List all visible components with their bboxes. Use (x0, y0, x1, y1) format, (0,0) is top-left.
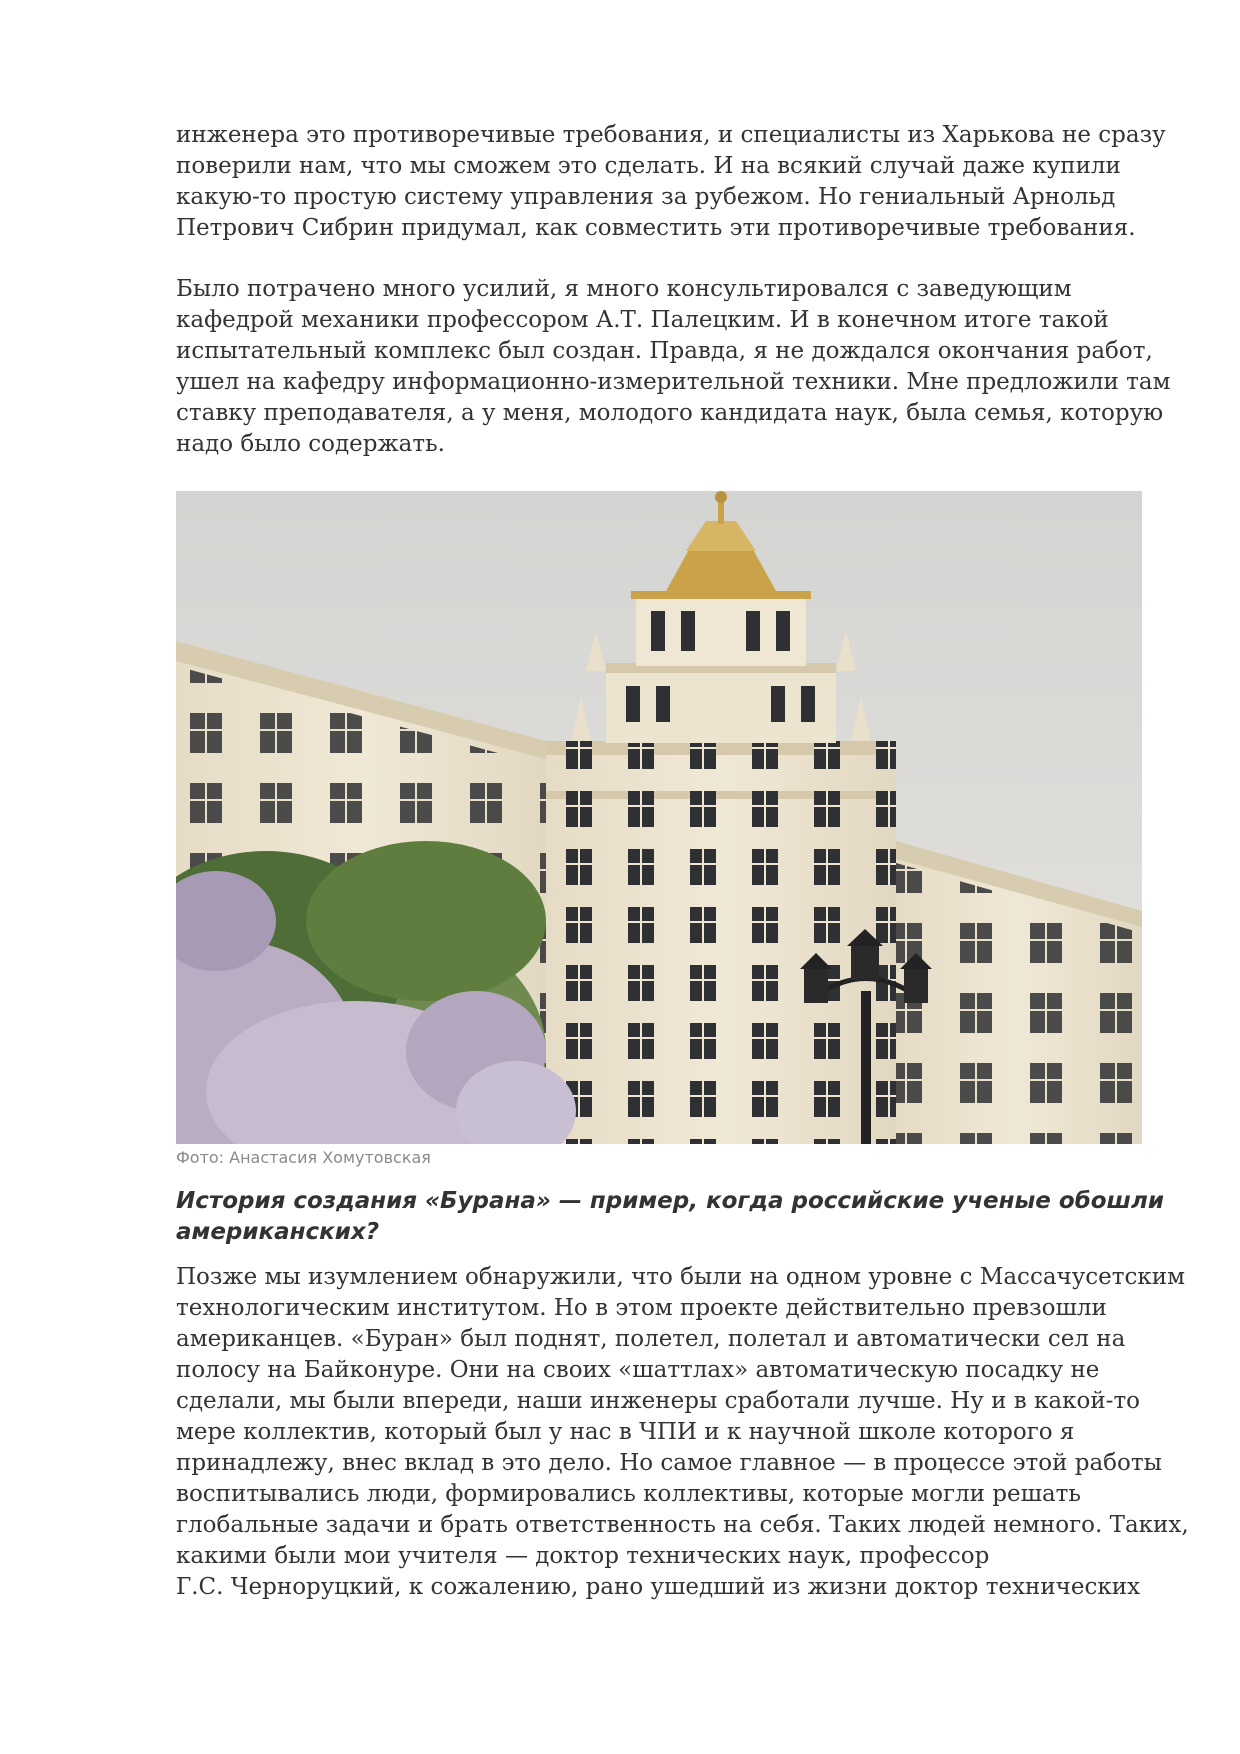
text-line: сделали, мы были впереди, наши инженеры сработали лучше. Ну и в какой-то (176, 1388, 1141, 1414)
text-line: Позже мы изумлением обнаружили, что были на одном уровне с Массачусетским (176, 1264, 1185, 1290)
paragraph-3 (176, 1262, 1189, 1603)
text-line: инженера это противоречивые требования, и специалисты из Харькова не сразу (176, 122, 1166, 148)
paragraph-1 (176, 120, 1166, 244)
text-line: воспитывались люди, формировались коллективы, которые могли решать (176, 1481, 1081, 1507)
text-line: поверили нам, что мы сможем это сделать. И на всякий случай даже купили (176, 153, 1121, 179)
text-line: ушел на кафедру информационно-измерительной техники. Мне предложили там (176, 369, 1171, 395)
text-line: испытательный комплекс был создан. Правда, я не дождался окончания работ, (176, 338, 1153, 364)
subheading-line: американских? (176, 1219, 380, 1245)
text-line: кафедрой механики профессором А.Т. Палецким. И в конечном итоге такой (176, 307, 1109, 333)
question-subheading (176, 1186, 1164, 1248)
subheading-line: История создания «Бурана» — пример, когда российские ученые обошли (176, 1188, 1164, 1214)
text-line: Было потрачено много усилий, я много консультировался с заведующим (176, 276, 1072, 302)
text-line: американцев. «Буран» был поднят, полетел, полетал и автоматически сел на (176, 1326, 1126, 1352)
paragraph-2 (176, 274, 1171, 460)
text-line: технологическим институтом. Но в этом проекте действительно превзошли (176, 1295, 1107, 1321)
text-line: надо было содержать. (176, 431, 445, 457)
text-line: глобальные задачи и брать ответственность на себя. Таких людей немного. Таких, (176, 1512, 1189, 1538)
text-line: какую-то простую систему управления за рубежом. Но гениальный Арнольд (176, 184, 1116, 210)
text-line: мере коллектив, который был у нас в ЧПИ и к научной школе которого я (176, 1419, 1075, 1445)
text-line: какими были мои учителя — доктор технических наук, профессор (176, 1543, 990, 1569)
text-line: принадлежу, внес вклад в это дело. Но самое главное — в процессе этой работы (176, 1450, 1162, 1476)
building-photo (176, 491, 1142, 1144)
text-line: полосу на Байконуре. Они на своих «шаттлах» автоматическую посадку не (176, 1357, 1100, 1383)
photo-caption: Фото: Анастасия Хомутовская (176, 1148, 431, 1167)
text-line: Петрович Сибрин придумал, как совместить эти противоречивые требования. (176, 215, 1136, 241)
text-line: ставку преподавателя, а у меня, молодого кандидата наук, была семья, которую (176, 400, 1164, 426)
text-line: Г.С. Черноруцкий, к сожалению, рано ушедший из жизни доктор технических (176, 1574, 1141, 1600)
lilac-bush (176, 841, 576, 1144)
